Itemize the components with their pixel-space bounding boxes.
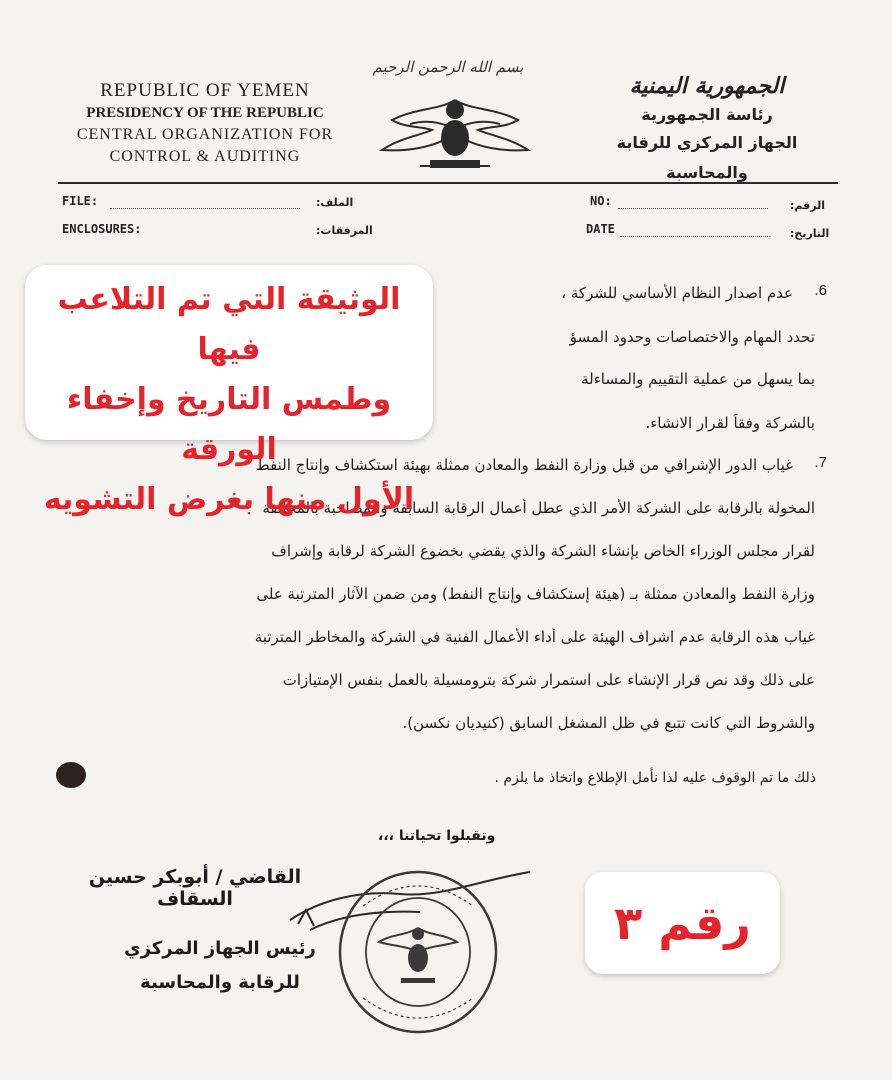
no-dots (618, 207, 768, 209)
letterhead-ar-line-1: الجمهورية اليمنية (629, 74, 785, 99)
number-badge: رقم ٣ (585, 872, 780, 974)
file-label: FILE: (62, 194, 99, 208)
no-label: NO: (590, 194, 612, 208)
enclosures-label-ar: المرفقات: (316, 224, 373, 237)
file-label-ar: الملف: (316, 196, 354, 209)
item-7-line-4: وزارة النفط والمعادن ممثلة بـ (هيئة إستكشاف وإنتاج النفط) ومن ضمن الآثار المترتبة على (256, 585, 815, 603)
letterhead-en-line-1: REPUBLIC OF YEMEN (100, 80, 310, 101)
item-6-line-4: بالشركة وفقاً لقرار الانشاء. (645, 414, 815, 432)
letterhead-en-line-3: CENTRAL ORGANIZATION FOR (76, 126, 334, 143)
letterhead-en-line-2: PRESIDENCY OF THE REPUBLIC (86, 105, 324, 121)
signatory-name: القاضي / أبوبكر حسين السقاف (88, 866, 302, 910)
item-7-line-1: غياب الدور الإشرافي من قبل وزارة النفط والمعادن ممثلة بهيئة استكشاف وإنتاج النفط (255, 456, 793, 474)
letterhead-english (40, 80, 370, 168)
letterhead-divider (58, 182, 838, 184)
greeting-line: وتقبلوا تحياتنا ،،، (378, 828, 496, 844)
callout-line-2: وطمس التاريخ وإخفاء الورقة (66, 382, 392, 467)
letterhead-ar-line-3: الجهاز المركزي للرقابة والمحاسبة (616, 133, 798, 182)
date-label: DATE (586, 222, 615, 236)
item-7-line-6: على ذلك وقد نص قرار الإنشاء على استمرار شركة بترومسيلة بالعمل بنفس الإمتيازات (282, 671, 815, 689)
enclosures-label: ENCLOSURES: (62, 222, 142, 236)
basmala: بسم الله الرحمن الرحيم (372, 58, 524, 76)
official-seal-icon (333, 866, 503, 1038)
item-7-line-3: لقرار مجلس الوزراء الخاص بإنشاء الشركة والذي يقضي بخضوع الشركة لرقابة وإشراف (271, 542, 815, 560)
signatory-title-line-2: للرقابة والمحاسبة (140, 972, 300, 993)
no-label-ar: الرقم: (790, 199, 825, 212)
item-6-number: 6. (814, 282, 827, 299)
closing-line: ذلك ما تم الوقوف عليه لذا نأمل الإطلاع واتخاذ ما يلزم . (494, 770, 816, 786)
date-dots (620, 235, 770, 237)
item-6-line-1: عدم اصدار النظام الأساسي للشركة ، (561, 284, 793, 302)
item-7-line-2: المخولة بالرقابة على الشركة الأمر الذي عطل أعمال الرقابة السابقة والمصاحبة بالمخالفة (262, 499, 815, 517)
file-dots (110, 207, 300, 209)
yemen-eagle-emblem-icon (370, 80, 540, 175)
callout-line-1: الوثيقة التي تم التلاعب فيها (57, 282, 401, 367)
signatory-title (120, 932, 320, 1000)
ink-blot (56, 762, 86, 788)
date-label-ar: التاريخ: (790, 227, 830, 240)
item-7-line-7: والشروط التي كانت تتبع في ظل المشغل السابق (كنيديان نكسن). (402, 714, 815, 732)
letterhead-ar-line-2: رئاسة الجمهورية (641, 105, 773, 124)
signatory-title-line-1: رئيس الجهاز المركزي (124, 938, 316, 959)
item-7-line-5: غياب هذه الرقابة عدم اشراف الهيئة على أداء الأعمال الفنية في الشركة والمخاطر المترتبة (254, 628, 815, 646)
item-6-line-3: بما يسهل من عملية التقييم والمساءلة (581, 370, 815, 388)
annotation-callout (25, 265, 433, 517)
callout-line-3: الأول منها بغرض التشويه (43, 482, 415, 517)
item-6-line-2: تحدد المهام والاختصاصات وحدود المسؤ (569, 328, 815, 346)
item-7-number: 7. (814, 454, 827, 471)
letterhead-arabic (582, 72, 832, 188)
letterhead-en-line-4: CONTROL & AUDITING (109, 148, 301, 165)
